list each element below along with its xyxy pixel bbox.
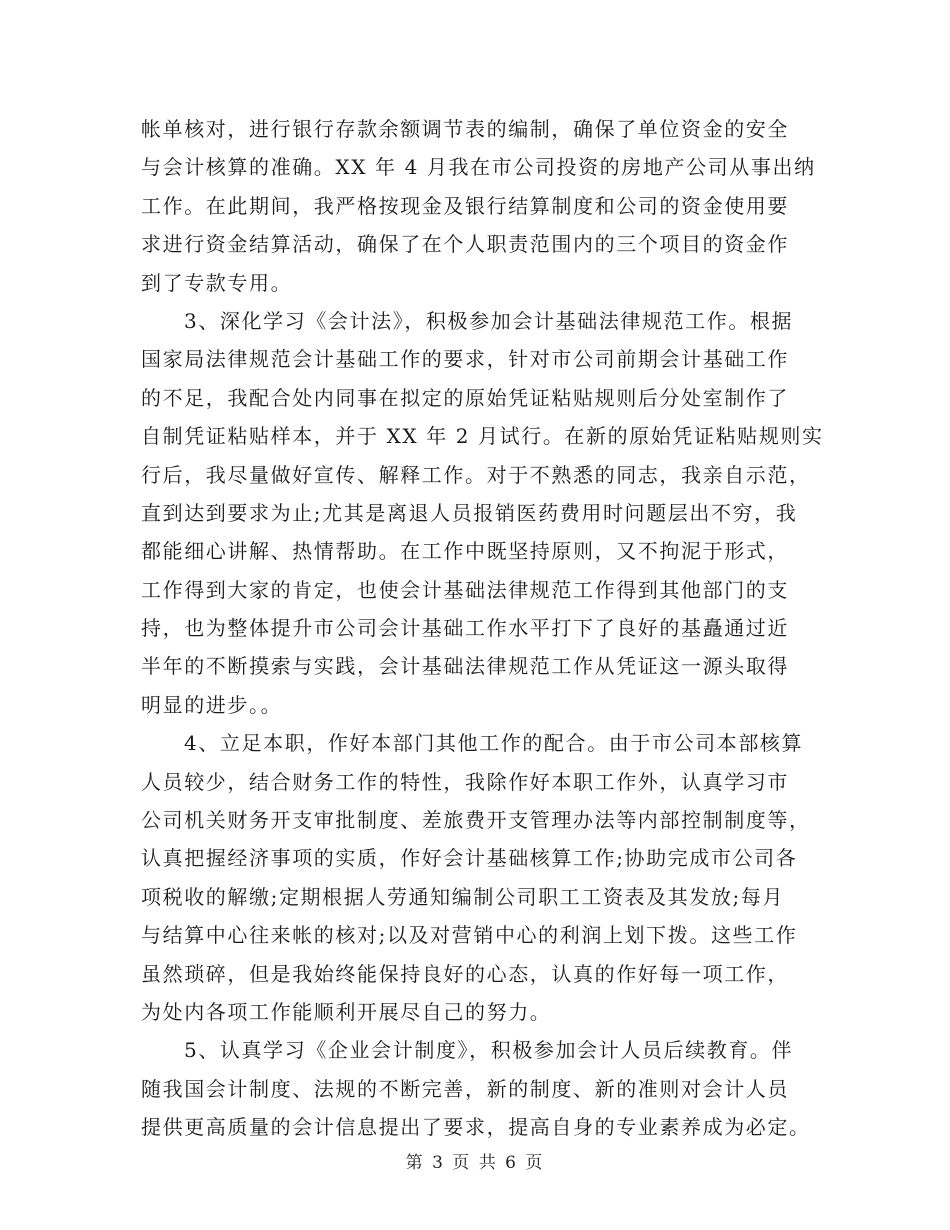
text-line: 认真把握经济事项的实质，作好会计基础核算工作;协助完成市公司各 [141, 846, 798, 871]
text-line: 为处内各项工作能顺利开展尽自己的努力。 [141, 999, 552, 1024]
text-line: 工作。在此期间，我严格按现金及银行结算制度和公司的资金使用要 [141, 193, 789, 218]
text-line: 到了专款专用。 [141, 270, 293, 295]
text-line: 与会计核算的准确。XX 年 4 月我在市公司投资的房地产公司从事出纳 [141, 155, 816, 180]
text-line: 明显的进步。。 [141, 692, 283, 717]
text-line: 自制凭证粘贴样本，并于 XX 年 2 月试行。在新的原始凭证粘贴规则实 [141, 424, 824, 449]
text-line: 半年的不断摸索与实践，会计基础法律规范工作从凭证这一源头取得 [141, 654, 789, 679]
text-line: 4、立足本职，作好本部门其他工作的配合。由于市公司本部核算 [184, 731, 804, 756]
text-line: 的不足，我配合处内同事在拟定的原始凭证粘贴规则后分处室制作了 [141, 385, 789, 410]
text-line: 持，也为整体提升市公司会计基础工作水平打下了良好的基矗通过近 [141, 616, 789, 641]
text-line: 帐单核对，进行银行存款余额调节表的编制，确保了单位资金的安全 [141, 117, 789, 141]
text-line: 国家局法律规范会计基础工作的要求，针对市公司前期会计基础工作 [141, 347, 789, 372]
paragraph-item-5 [141, 1031, 811, 1146]
paragraph-1 [141, 110, 816, 302]
text-line: 公司机关财务开支审批制度、差旅费开支管理办法等内部控制制度等， [141, 808, 811, 833]
page-number-footer: 第 3 页 共 6 页 [405, 1153, 545, 1173]
text-line: 人员较少，结合财务工作的特性，我除作好本职工作外，认真学习市 [141, 769, 789, 794]
document-body [141, 110, 824, 1147]
text-line: 5、认真学习《企业会计制度》，积极参加会计人员后续教育。伴 [184, 1038, 794, 1063]
text-line: 直到达到要求为止;尤其是离退人员报销医药费用时问题层出不穷，我 [141, 500, 798, 525]
text-line: 随我国会计制度、法规的不断完善，新的制度、新的准则对会计人员 [141, 1076, 789, 1101]
text-line: 3、深化学习《会计法》，积极参加会计基础法律规范工作。根据 [184, 308, 794, 333]
text-line: 项税收的解缴;定期根据人劳通知编制公司职工工资表及其发放;每月 [141, 884, 785, 909]
paragraph-item-3 [141, 302, 824, 724]
text-line: 工作得到大家的肯定，也使会计基础法律规范工作得到其他部门的支 [141, 577, 789, 602]
paragraph-item-4 [141, 724, 811, 1031]
text-line: 提供更高质量的会计信息提出了要求，提高自身的专业素养成为必定。 [141, 1115, 811, 1140]
text-line: 都能细心讲解、热情帮助。在工作中既坚持原则，又不拘泥于形式， [141, 539, 789, 564]
text-line: 与结算中心往来帐的核对;以及对营销中心的利润上划下拨。这些工作 [141, 923, 798, 948]
text-line: 行后，我尽量做好宣传、解释工作。对于不熟悉的同志，我亲自示范， [141, 462, 811, 487]
text-line: 虽然琐碎，但是我始终能保持良好的心态，认真的作好每一项工作， [141, 961, 789, 986]
text-line: 求进行资金结算活动，确保了在个人职责范围内的三个项目的资金作 [141, 232, 789, 257]
